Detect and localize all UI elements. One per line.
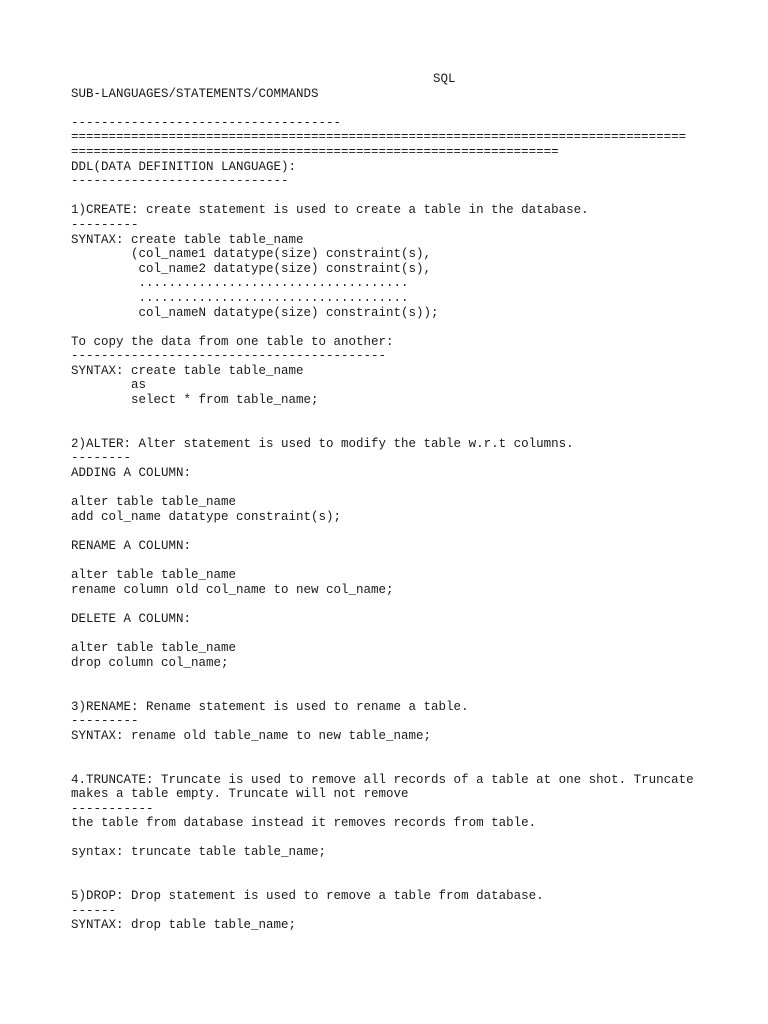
truncate-underline: ----------- — [71, 801, 154, 816]
alter-rename-heading: RENAME A COLUMN: — [71, 539, 192, 553]
alter-rename-line: rename column old col_name to new col_name; — [71, 582, 394, 597]
blank-line — [71, 743, 751, 758]
rename-syntax: SYNTAX: rename old table_name to new table_name; — [71, 728, 432, 743]
blank-line — [71, 524, 751, 539]
rename-heading: 3)RENAME: Rename statement is used to rename a table. — [71, 699, 469, 714]
dash-rule: ------------------------------------ — [71, 115, 342, 130]
truncate-heading-line1: 4.TRUNCATE: Truncate is used to remove all records of a table at one shot. Truncate — [71, 772, 694, 787]
truncate-heading-line2: makes a table empty. Truncate will not remove — [71, 787, 409, 802]
create-syntax-line: col_name2 datatype(size) constraint(s), — [71, 261, 432, 276]
copy-syntax-line: select * from table_name; — [71, 393, 319, 408]
alter-add-heading: ADDING A COLUMN: — [71, 466, 192, 481]
blank-line — [71, 422, 751, 437]
blank-line — [71, 481, 751, 496]
create-underline: --------- — [71, 217, 139, 232]
drop-heading: 5)DROP: Drop statement is used to remove a table from database. — [71, 889, 544, 904]
alter-add-line: alter table table_name — [71, 495, 237, 510]
alter-rename-line: alter table table_name — [71, 568, 237, 583]
blank-line — [71, 408, 751, 423]
doc-title: SQL — [433, 72, 456, 86]
document-page — [71, 72, 751, 933]
copy-underline: ------------------------------------------ — [71, 349, 387, 364]
drop-syntax: SYNTAX: drop table table_name; — [71, 918, 297, 933]
blank-line — [71, 875, 751, 890]
blank-line — [71, 860, 751, 875]
alter-add-line: add col_name datatype constraint(s); — [71, 509, 342, 524]
alter-delete-line: drop column col_name; — [71, 655, 229, 670]
copy-syntax-line: SYNTAX: create table table_name — [71, 363, 304, 378]
alter-delete-heading: DELETE A COLUMN: — [71, 611, 192, 626]
blank-line — [71, 597, 751, 612]
equals-rule-medium: ================================================================= — [71, 144, 559, 159]
blank-line — [71, 758, 751, 773]
equals-rule-long: ================================================================================== — [71, 130, 687, 145]
blank-line — [71, 554, 751, 569]
truncate-heading-line3: the table from database instead it removes records from table. — [71, 816, 537, 831]
create-syntax-line: col_nameN datatype(size) constraint(s)); — [71, 305, 439, 320]
create-syntax-line: .................................... — [71, 290, 409, 305]
create-heading: 1)CREATE: create statement is used to create a table in the database. — [71, 203, 589, 218]
truncate-syntax: syntax: truncate table table_name; — [71, 845, 327, 860]
blank-line — [71, 831, 751, 846]
ddl-underline: ----------------------------- — [71, 174, 289, 189]
blank-line — [71, 627, 751, 642]
ddl-heading: DDL(DATA DEFINITION LANGUAGE): — [71, 159, 297, 174]
copy-heading: To copy the data from one table to another: — [71, 334, 394, 349]
blank-line — [71, 189, 751, 204]
blank-line — [71, 101, 751, 116]
rename-underline: --------- — [71, 714, 139, 729]
blank-line — [71, 685, 751, 700]
copy-syntax-line: as — [71, 378, 147, 393]
create-syntax-line: .................................... — [71, 276, 409, 291]
create-syntax-line: SYNTAX: create table table_name — [71, 232, 304, 247]
alter-delete-line: alter table table_name — [71, 641, 237, 656]
drop-underline: ------ — [71, 903, 117, 918]
create-syntax-line: (col_name1 datatype(size) constraint(s), — [71, 247, 432, 262]
alter-underline: -------- — [71, 451, 132, 466]
blank-line — [71, 670, 751, 685]
alter-heading: 2)ALTER: Alter statement is used to modify the table w.r.t columns. — [71, 436, 574, 451]
doc-subtitle: SUB-LANGUAGES/STATEMENTS/COMMANDS — [71, 86, 319, 101]
blank-line — [71, 320, 751, 335]
